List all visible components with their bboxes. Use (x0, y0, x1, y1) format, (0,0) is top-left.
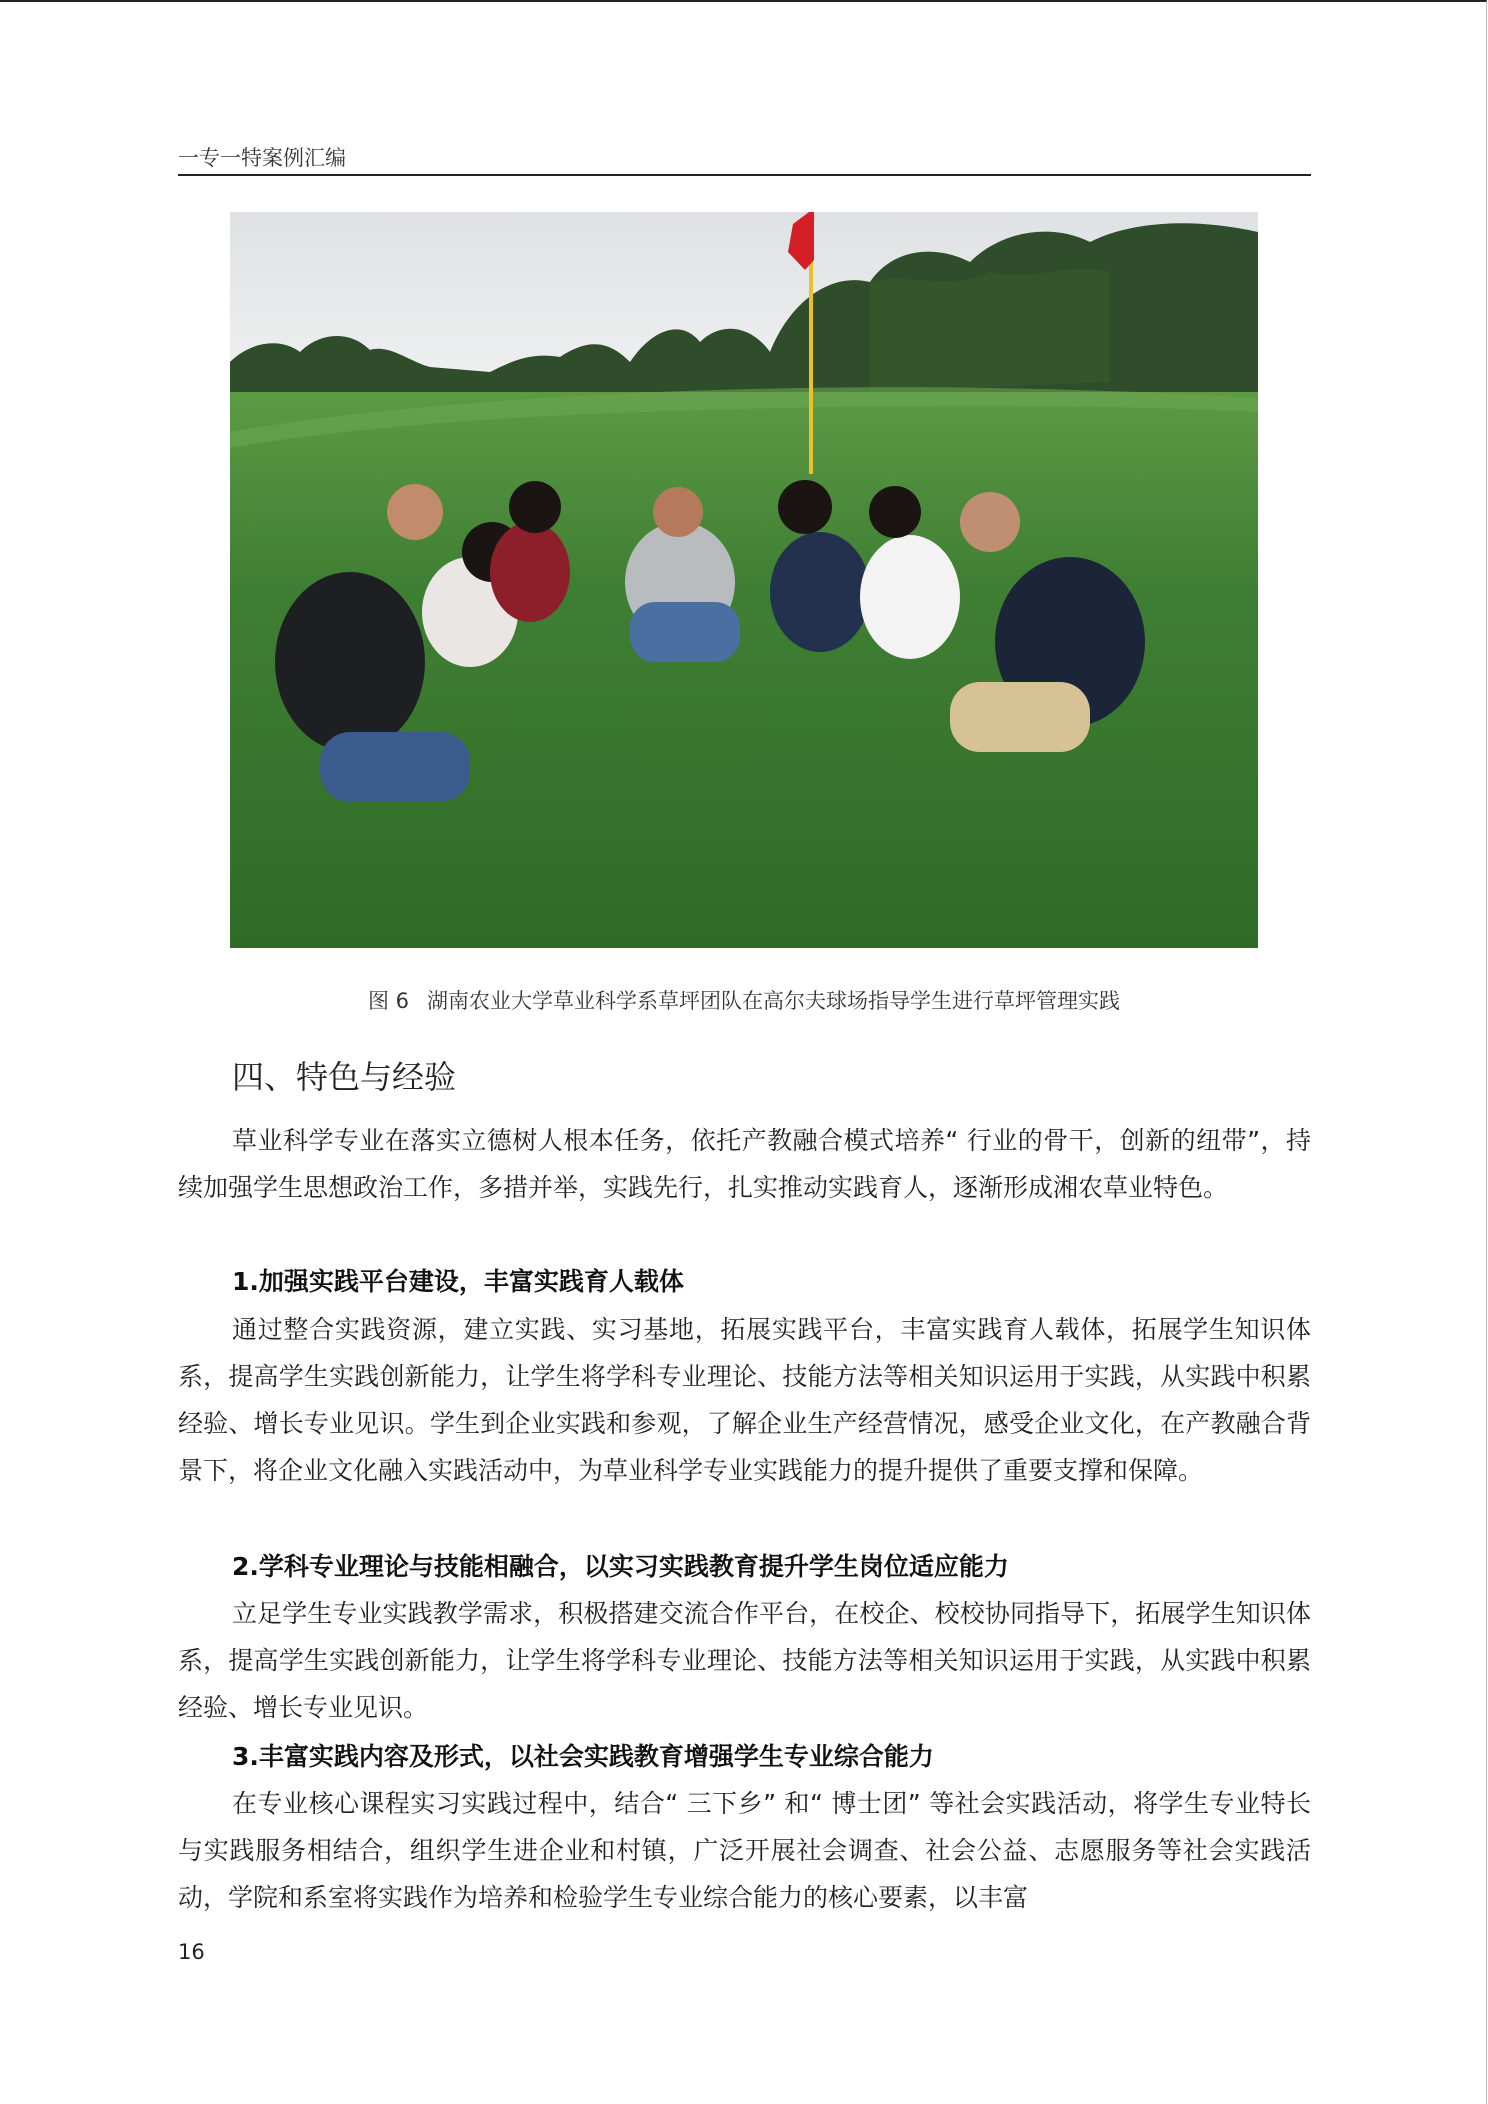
person-1-head (387, 484, 443, 540)
section-heading: 四、特色与经验 (232, 1058, 457, 1096)
figure-caption-text: 湖南农业大学草业科学系草坪团队在高尔夫球场指导学生进行草坪管理实践 (427, 989, 1121, 1013)
person-1-legs (320, 732, 470, 802)
person-7-legs (950, 682, 1090, 752)
person-3-body (490, 522, 570, 622)
subheading-1: 1.加强实践平台建设，丰富实践育人载体 (232, 1267, 684, 1296)
intro-paragraph: 草业科学专业在落实立德树人根本任务，依托产教融合模式培养“ 行业的骨干，创新的纽带”，持续加强学生思想政治工作，多措并举，实践先行，扎实推动实践育人，逐渐形成湘农草业特色。 (178, 1126, 1311, 1202)
person-4-head (653, 487, 703, 537)
paragraph-3: 在专业核心课程实习实践过程中，结合“ 三下乡” 和“ 博士团” 等社会实践活动，将学生专业特长与实践服务相结合，组织学生进企业和村镇，广泛开展社会调查、社会公益、志愿服务等社会实践活动，学院和系室将实践作为培养和检验学生专业综合能力的核心要素，以丰富 (178, 1789, 1311, 1912)
person-1-body (275, 572, 425, 752)
figure-label: 图 6 (367, 989, 410, 1013)
figure-caption (0, 985, 1488, 1015)
subheading-2: 2.学科专业理论与技能相融合，以实习实践教育提升学生岗位适应能力 (232, 1552, 1009, 1581)
person-5-body (770, 532, 870, 652)
person-3-head (509, 481, 561, 533)
paragraph-1: 通过整合实践资源，建立实践、实习基地，拓展实践平台，丰富实践育人载体，拓展学生知识体系，提高学生实践创新能力，让学生将学科专业理论、技能方法等相关知识运用于实践，从实践中积累经验、增长专业见识。学生到企业实践和参观，了解企业生产经营情况，感受企业文化，在产教融合背景下，将企业文化融入实践活动中，为草业科学专业实践能力的提升提供了重要支撑和保障。 (178, 1315, 1311, 1485)
subheading-3: 3.丰富实践内容及形式，以社会实践教育增强学生专业综合能力 (232, 1742, 934, 1771)
person-6-head (869, 486, 921, 538)
running-header (178, 138, 1311, 176)
person-5-head (778, 480, 832, 534)
tree-highlights (870, 269, 1110, 392)
person-7-head (960, 492, 1020, 552)
figure-photo (230, 212, 1258, 948)
header-title: 一专一特案例汇编 (178, 146, 346, 170)
golf-green-photo (230, 212, 1258, 948)
person-6-body (860, 535, 960, 659)
page-number: 16 (178, 1940, 205, 1964)
person-4-legs (630, 602, 740, 662)
paragraph-2: 立足学生专业实践教学需求，积极搭建交流合作平台，在校企、校校协同指导下，拓展学生知识体系，提高学生实践创新能力，让学生将学科专业理论、技能方法等相关知识运用于实践，从实践中积累经验、增长专业见识。 (178, 1599, 1311, 1722)
